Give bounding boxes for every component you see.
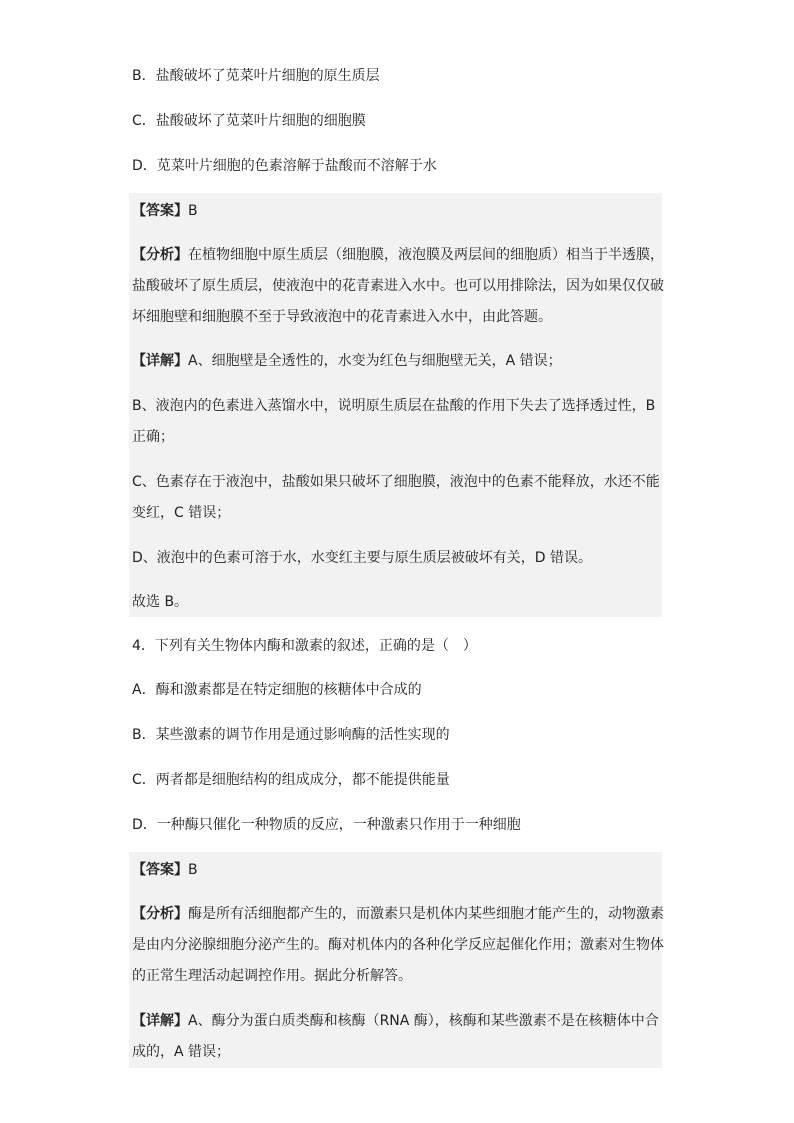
q3-detail-line-c1: C、色素存在于液泡中，盐酸如果只破坏了细胞膜，液泡中的色素不能释放，水还不能 (132, 474, 660, 490)
q4-detail-tag: 【详解】 (132, 1013, 188, 1029)
q3-answer-tag: 【答案】 (132, 203, 188, 219)
q3-analysis-line-1 (132, 245, 664, 265)
q4-solution-block (129, 852, 662, 1068)
q4-option-b: B．某些激素的调节作用是通过影响酶的活性实现的 (132, 727, 450, 743)
q3-analysis-tag: 【分析】 (132, 247, 188, 263)
q3-conclusion: 故选 B。 (132, 594, 189, 610)
q4-detail-text-a1: A、酶分为蛋白质类酶和核酶（RNA 酶），核酶和某些激素不是在核糖体中合 (188, 1013, 659, 1029)
q3-option-b: B．盐酸破坏了苋菜叶片细胞的原生质层 (132, 68, 380, 84)
q4-answer-tag: 【答案】 (132, 862, 188, 878)
q3-option-c: C．盐酸破坏了苋菜叶片细胞的细胞膜 (132, 113, 366, 129)
q3-analysis-line-3: 坏细胞壁和细胞膜不至于导致液泡中的花青素进入水中，由此答题。 (132, 309, 552, 325)
q3-answer-value: B (188, 203, 198, 219)
q4-detail-line-a2: 成的，A 错误； (132, 1044, 231, 1060)
q4-option-a: A．酶和激素都是在特定细胞的核糖体中合成的 (132, 682, 422, 698)
q3-detail-line-b1: B、液泡内的色素进入蒸馏水中，说明原生质层在盐酸的作用下失去了选择透过性，B (132, 398, 656, 414)
q4-option-c: C．两者都是细胞结构的组成成分，都不能提供能量 (132, 772, 450, 788)
q3-analysis-line-2: 盐酸破坏了原生质层，使液泡中的花青素进入水中。也可以用排除法，因为如果仅仅破 (132, 278, 664, 294)
q4-option-d: D．一种酶只催化一种物质的反应，一种激素只作用于一种细胞 (132, 817, 521, 833)
q3-detail-line-a (132, 351, 562, 371)
q4-analysis-tag: 【分析】 (132, 906, 188, 922)
q3-analysis-text-1: 在植物细胞中原生质层（细胞膜，液泡膜及两层间的细胞质）相当于半透膜， (188, 247, 664, 263)
q4-answer (132, 860, 198, 880)
q4-analysis-line-1 (132, 904, 664, 924)
q4-analysis-text-1: 酶是所有活细胞都产生的，而激素只是机体内某些细胞才能产生的，动物激素 (188, 906, 664, 922)
q3-detail-line-d: D、液泡中的色素可溶于水，水变红主要与原生质层被破坏有关，D 错误。 (132, 550, 593, 566)
q3-detail-tag: 【详解】 (132, 353, 188, 369)
q3-detail-line-c2: 变红，C 错误； (132, 505, 231, 521)
q4-analysis-line-3: 的正常生理活动起调控作用。据此分析解答。 (132, 968, 412, 984)
q3-detail-text-a: A、细胞壁是全透性的，水变为红色与细胞壁无关，A 错误； (188, 353, 562, 369)
q3-detail-line-b2: 正确； (132, 429, 174, 445)
q4-analysis-line-2: 是由内分泌腺细胞分泌产生的。酶对机体内的各种化学反应起催化作用；激素对生物体 (132, 937, 664, 953)
q4-stem: 4．下列有关生物体内酶和激素的叙述，正确的是（ ） (132, 638, 477, 654)
q4-detail-line-a1 (132, 1011, 659, 1031)
q4-answer-value: B (188, 862, 198, 878)
q3-answer (132, 201, 198, 221)
q3-option-d: D．苋菜叶片细胞的色素溶解于盐酸而不溶解于水 (132, 158, 437, 174)
